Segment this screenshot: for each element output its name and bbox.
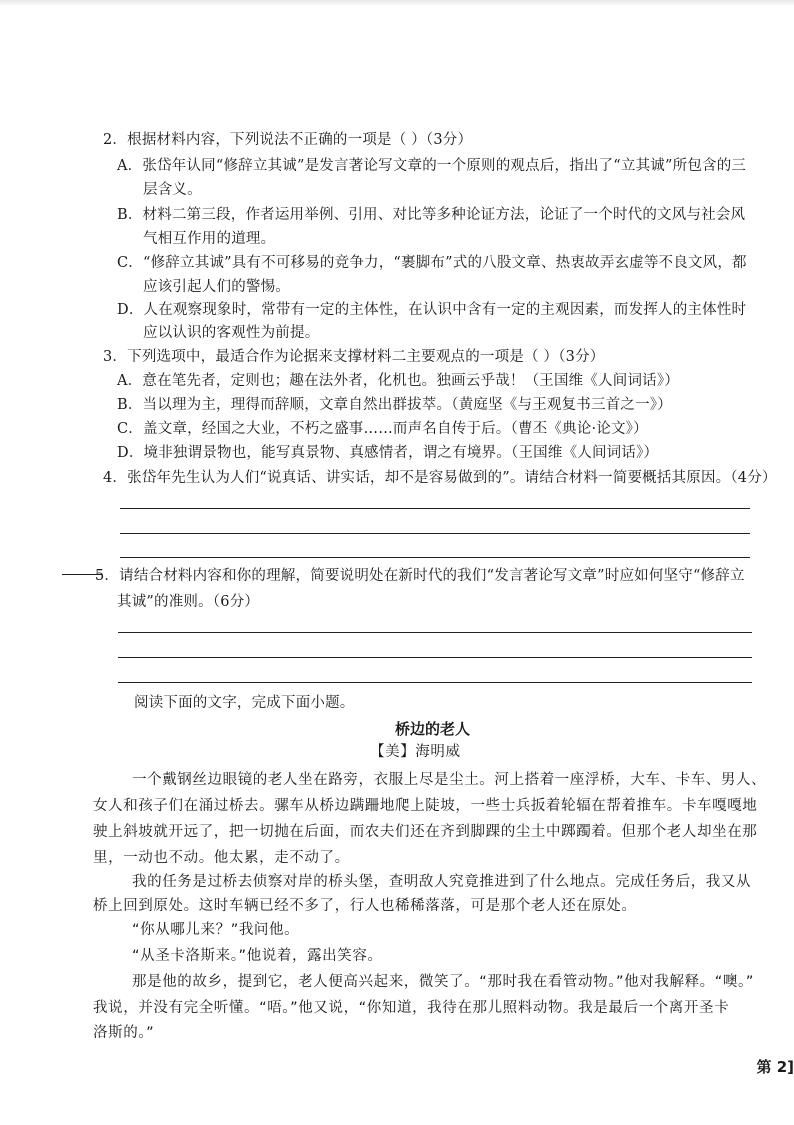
q2-option-c-line1: C．“修辞立其诚”具有不可移易的竞争力，“裹脚布”式的八股文章、热衷故弄玄虚等不良文风，都 bbox=[117, 255, 747, 271]
story-p4: “从圣卡洛斯来。”他说着，露出笑容。 bbox=[132, 948, 383, 964]
q5-stem-line2: 其诚”的准则。（6分） bbox=[117, 594, 260, 610]
q2-option-d-line2: 应以认识的客观性为前提。 bbox=[143, 325, 320, 341]
story-p2-line2: 桥上回到原处。这时车辆已经不多了，行人也稀稀落落，可是那个老人还在原处。 bbox=[93, 898, 637, 914]
q3-stem: 3．下列选项中，最适合作为论据来支撑材料二主要观点的一项是（ ）（3分） bbox=[103, 349, 605, 365]
story-author: 【美】海明威 bbox=[370, 744, 461, 760]
story-p5-line3: 洛斯的。” bbox=[93, 1025, 155, 1041]
q5-stem-line1: 5．请结合材料内容和你的理解，简要说明处在新时代的我们“发言著论写文章”时应如何坚守“修辞立 bbox=[95, 568, 745, 584]
story-p1-line2: 女人和孩子们在涌过桥去。骡车从桥边蹒跚地爬上陡坡，一些士兵扳着轮辐在帮着推车。卡车嘎嘎地 bbox=[93, 798, 758, 814]
q2-option-c-line2: 应该引起人们的警惕。 bbox=[143, 279, 290, 295]
page-number: 第 2] bbox=[756, 1058, 794, 1076]
story-p1-line4: 里，一动也不动。他太累，走不动了。 bbox=[93, 850, 350, 866]
q2-option-d-line1: D．人在观察现象时，常带有一定的主体性，在认识中含有一定的主观因素，而发挥人的主体性时 bbox=[117, 302, 747, 318]
story-title: 桥边的老人 bbox=[395, 720, 471, 738]
q4-answer-line-2[interactable] bbox=[120, 533, 750, 534]
q2-stem: 2．根据材料内容，下列说法不正确的一项是（ ）（3分） bbox=[103, 132, 473, 148]
q2-option-b-line1: B．材料二第三段，作者运用举例、引用、对比等多种论证方法，论证了一个时代的文风与社会风 bbox=[117, 207, 746, 223]
q4-answer-line-1[interactable] bbox=[120, 508, 750, 509]
story-p3: “你从哪儿来？”我问他。 bbox=[132, 922, 300, 938]
q2-option-a-line1: A．张岱年认同“修辞立其诚”是发言著论写文章的一个原则的观点后，指出了“立其诚”所包含的三 bbox=[117, 158, 747, 174]
q3-option-c: C．盖文章，经国之大业，不朽之盛事……而声名自传于后。（曹丕《典论·论文》） bbox=[117, 421, 648, 437]
q2-option-a-line2: 层含义。 bbox=[143, 182, 202, 198]
q4-answer-line-3[interactable] bbox=[120, 557, 750, 558]
reading-instruction: 阅读下面的文字，完成下面小题。 bbox=[134, 695, 355, 711]
story-p2-line1: 我的任务是过桥去侦察对岸的桥头堡，查明敌人究竟推进到了什么地点。完成任务后，我又从 bbox=[132, 874, 752, 890]
q5-answer-line-2[interactable] bbox=[118, 657, 752, 658]
q3-option-a: A．意在笔先者，定则也；趣在法外者，化机也。独画云乎哉！（王国维《人间词话》） bbox=[117, 373, 680, 389]
q3-option-d: D．境非独谓景物也，能写真景物、真感情者，谓之有境界。（王国维《人间词话》） bbox=[117, 445, 659, 461]
story-p5-line1: 那是他的故乡，提到它，老人便高兴起来，微笑了。“那时我在看管动物。”他对我解释。“噢。” bbox=[132, 974, 754, 990]
q5-answer-line-3[interactable] bbox=[118, 682, 752, 683]
story-p5-line2: 我说，并没有完全听懂。“唔。”他又说，“你知道，我待在那儿照料动物。我是最后一个离开圣卡 bbox=[93, 1000, 730, 1016]
q3-option-b: B．当以理为主，理得而辞顺，文章自然出群拔萃。（黄庭坚《与王观复书三首之一》） bbox=[117, 397, 672, 413]
story-p1-line3: 驶上斜坡就开远了，把一切抛在后面，而农夫们还在齐到脚踝的尘土中踯躅着。但那个老人却坐在那 bbox=[93, 824, 758, 840]
q4-stem: 4．张岱年先生认为人们“说真话、讲实话，却不是容易做到的”。请结合材料一简要概括其原因。（4分） bbox=[103, 470, 777, 486]
scan-edge bbox=[0, 0, 794, 6]
q2-option-b-line2: 气相互作用的道理。 bbox=[143, 231, 276, 247]
story-p1-line1: 一个戴钢丝边眼镜的老人坐在路旁，衣服上尽是尘土。河上搭着一座浮桥，大车、卡车、男人、 bbox=[132, 772, 767, 788]
q5-answer-line-1[interactable] bbox=[118, 632, 752, 633]
